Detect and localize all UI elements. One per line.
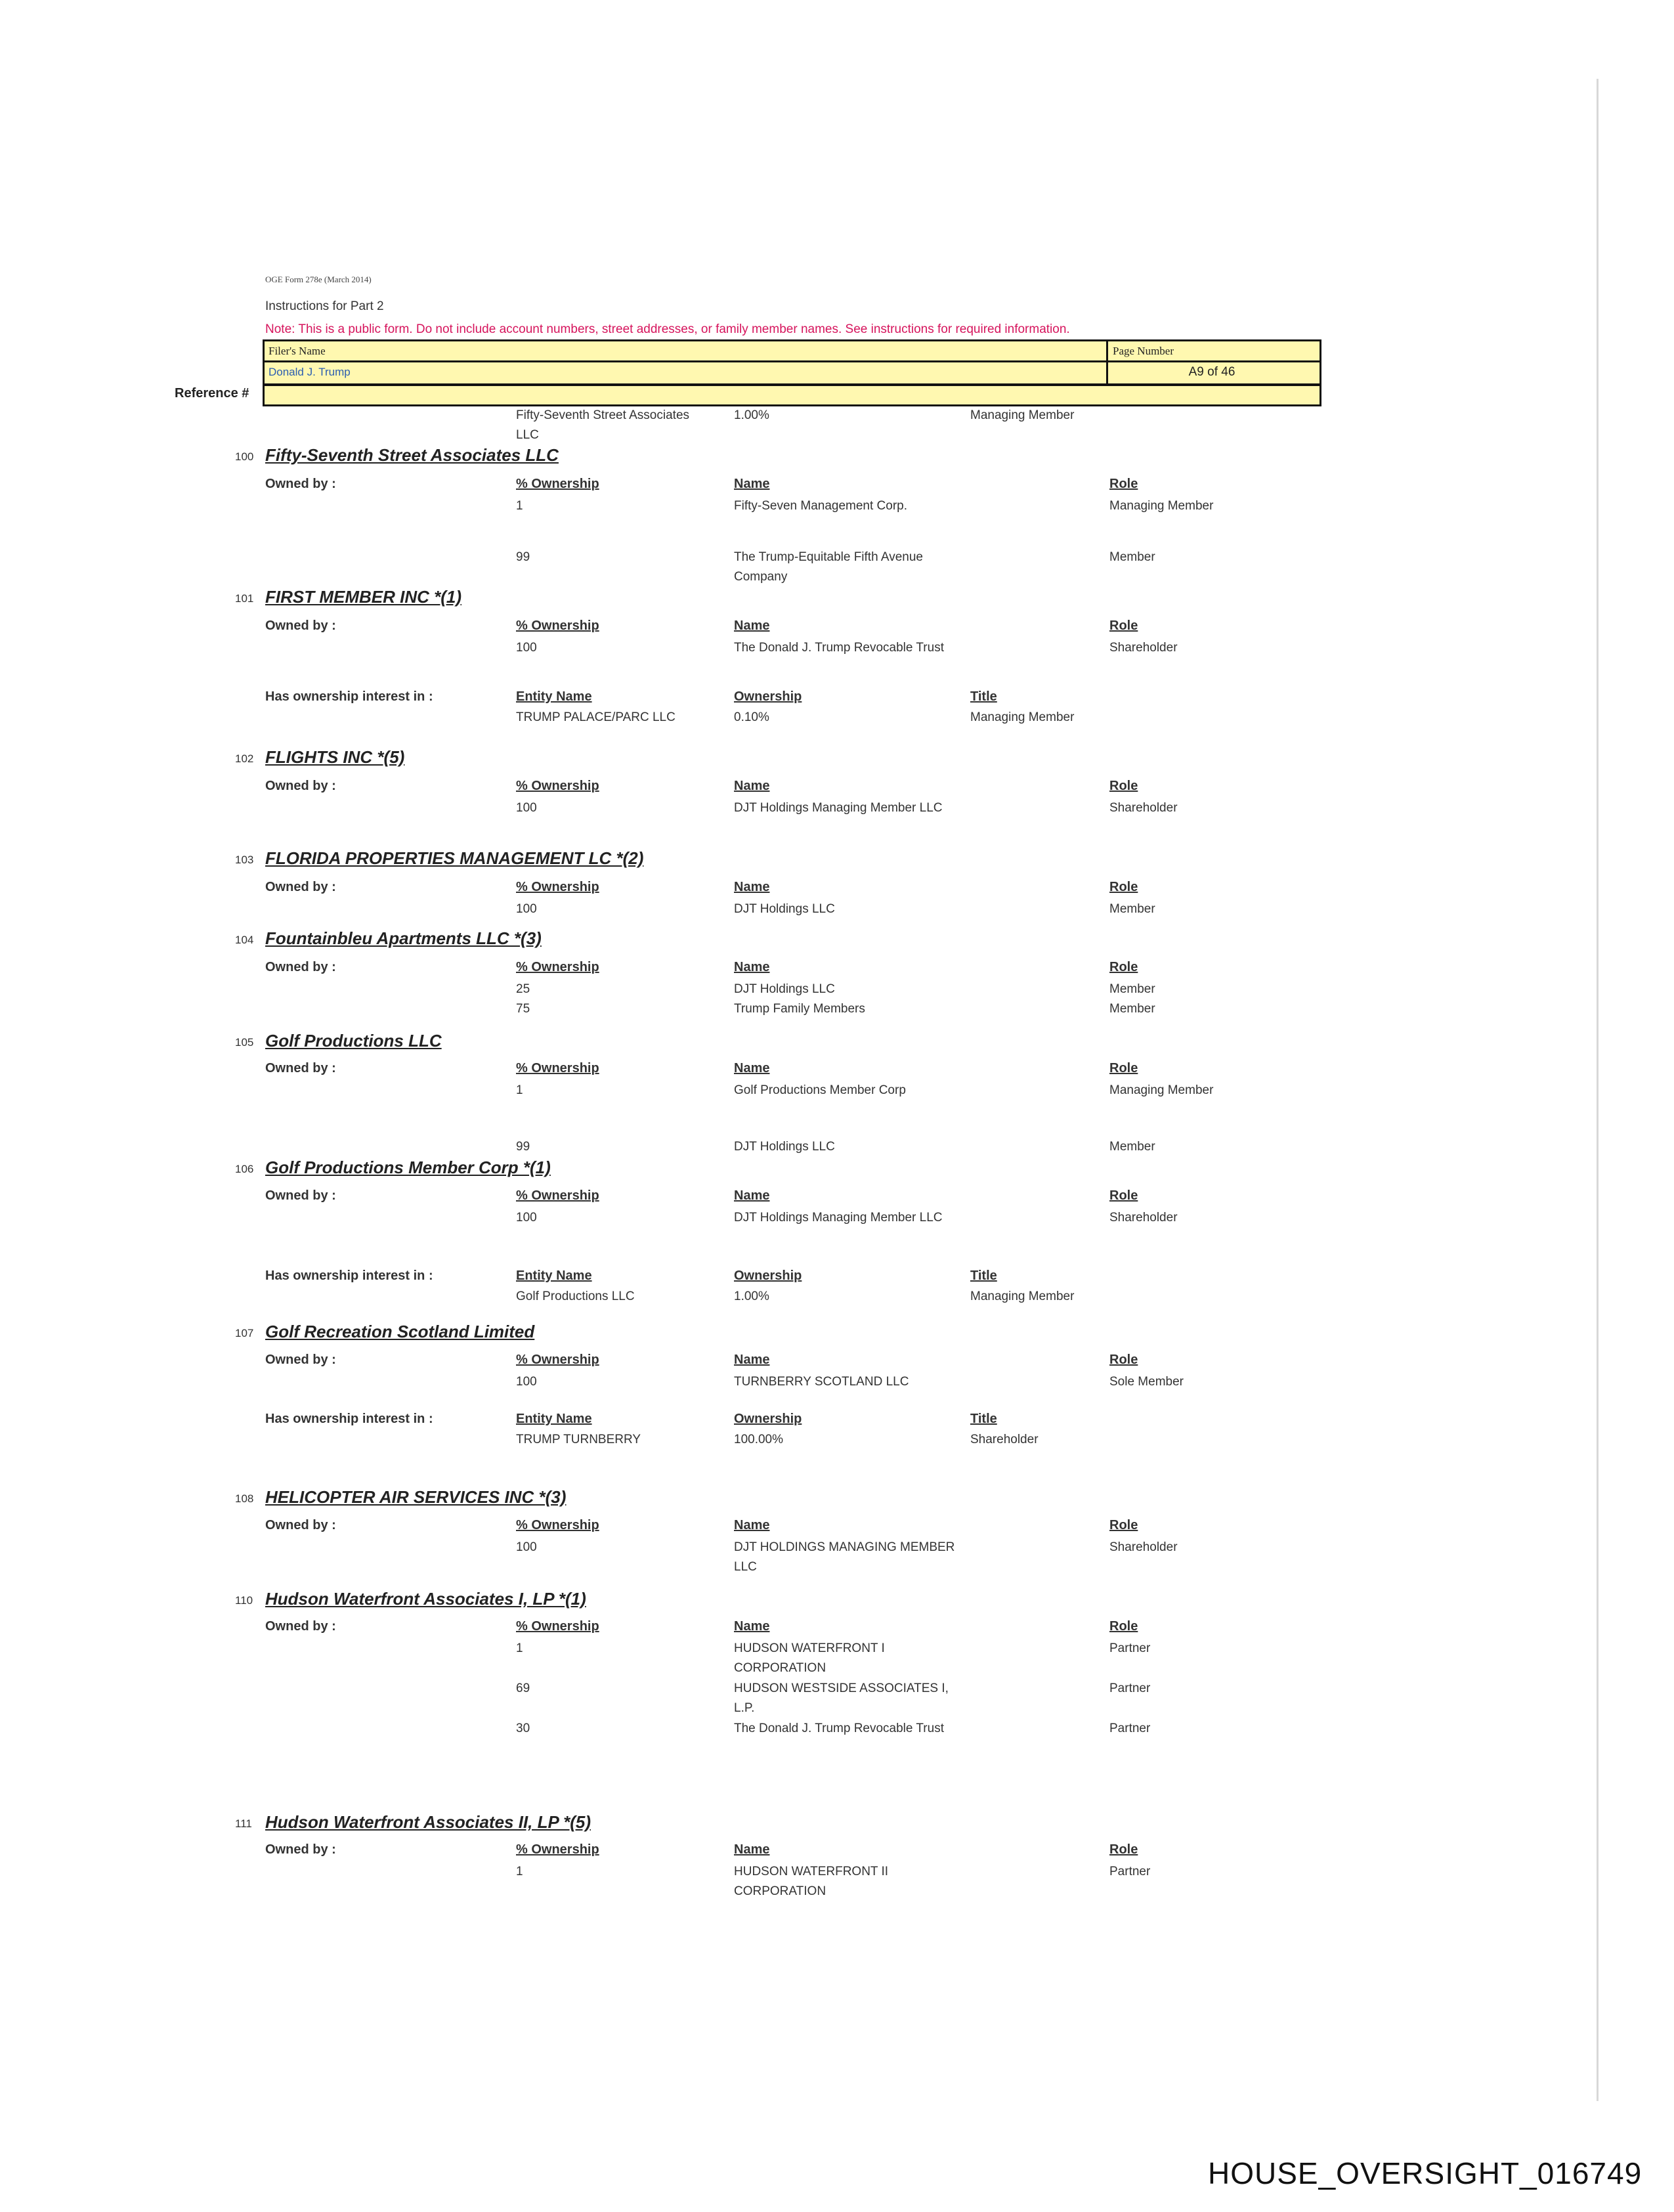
form-id: OGE Form 278e (March 2014) <box>265 274 372 284</box>
owner-percent: 25 <box>516 982 530 996</box>
owner-role: Managing Member <box>1109 499 1214 513</box>
entity-name-header: Entity Name <box>516 689 592 704</box>
pct-ownership-header: % Ownership <box>516 618 599 633</box>
interest-entity: TRUMP PALACE/PARC LLC <box>516 710 676 724</box>
owner-role: Partner <box>1109 1681 1151 1695</box>
owned-by-label: Owned by : <box>265 1353 336 1367</box>
section-number: 102 <box>235 752 254 765</box>
owner-name: TURNBERRY SCOTLAND LLC <box>734 1375 909 1389</box>
owner-role: Partner <box>1109 1722 1151 1735</box>
name-header: Name <box>734 477 770 491</box>
owner-name: HUDSON WESTSIDE ASSOCIATES I, L.P. <box>734 1681 949 1715</box>
owned-by-label: Owned by : <box>265 1061 336 1075</box>
owner-role: Shareholder <box>1109 801 1178 815</box>
title-header: Title <box>970 1412 997 1426</box>
owner-percent: 99 <box>516 550 530 564</box>
name-header: Name <box>734 1518 770 1532</box>
carryover-entity: Fifty-Seventh Street Associates LLC <box>516 408 690 442</box>
owner-name: The Trump-Equitable Fifth Avenue Company <box>734 550 923 584</box>
bates-number: HOUSE_OVERSIGHT_016749 <box>1208 2156 1642 2190</box>
pct-ownership-header: % Ownership <box>516 779 599 793</box>
pct-ownership-header: % Ownership <box>516 960 599 974</box>
section-title: Fountainbleu Apartments LLC *(3) <box>265 928 542 948</box>
instructions: Instructions for Part 2 <box>265 299 384 313</box>
owner-role: Member <box>1109 1002 1155 1016</box>
role-header: Role <box>1109 1842 1138 1857</box>
owned-by-label: Owned by : <box>265 779 336 793</box>
owner-role: Member <box>1109 1140 1155 1154</box>
section-number: 108 <box>235 1492 254 1505</box>
interest-ownership: 100.00% <box>734 1433 784 1446</box>
filer-name: Donald J. Trump <box>268 366 351 378</box>
owner-percent: 1 <box>516 1083 523 1097</box>
owner-role: Shareholder <box>1109 641 1178 655</box>
role-header: Role <box>1109 960 1138 974</box>
interest-title: Managing Member <box>970 710 1075 724</box>
owner-percent: 1 <box>516 499 523 513</box>
owner-name: The Donald J. Trump Revocable Trust <box>734 1722 944 1735</box>
section-title: Hudson Waterfront Associates I, LP *(1) <box>265 1589 586 1609</box>
owner-name: DJT Holdings LLC <box>734 982 835 996</box>
interest-title: Shareholder <box>970 1433 1039 1446</box>
title-header: Title <box>970 689 997 704</box>
section-number: 103 <box>235 854 254 866</box>
owner-name: The Donald J. Trump Revocable Trust <box>734 641 944 655</box>
section-title: FLORIDA PROPERTIES MANAGEMENT LC *(2) <box>265 848 644 868</box>
name-header: Name <box>734 1353 770 1367</box>
owner-role: Managing Member <box>1109 1083 1214 1097</box>
owner-name: DJT Holdings LLC <box>734 1140 835 1154</box>
interest-entity: TRUMP TURNBERRY <box>516 1433 641 1446</box>
owner-percent: 1 <box>516 1641 523 1655</box>
role-header: Role <box>1109 779 1138 793</box>
owned-by-label: Owned by : <box>265 880 336 894</box>
section-number: 105 <box>235 1036 254 1049</box>
has-interest-label: Has ownership interest in : <box>265 1412 433 1426</box>
pct-ownership-header: % Ownership <box>516 1518 599 1532</box>
owner-percent: 100 <box>516 1540 537 1554</box>
section-number: 110 <box>235 1594 253 1607</box>
section-title: Hudson Waterfront Associates II, LP *(5) <box>265 1812 591 1832</box>
owner-name: Golf Productions Member Corp <box>734 1083 906 1097</box>
section-number: 100 <box>235 450 254 463</box>
owner-name: DJT Holdings Managing Member LLC <box>734 801 943 815</box>
filer-header <box>263 339 1321 385</box>
reference-row <box>263 384 1321 406</box>
role-header: Role <box>1109 1188 1138 1203</box>
entity-name-header: Entity Name <box>516 1412 592 1426</box>
owned-by-label: Owned by : <box>265 477 336 491</box>
carryover-title: Managing Member <box>970 408 1075 422</box>
role-header: Role <box>1109 1518 1138 1532</box>
owner-name: DJT Holdings LLC <box>734 902 835 916</box>
pct-ownership-header: % Ownership <box>516 1188 599 1203</box>
owner-percent: 99 <box>516 1140 530 1154</box>
owner-percent: 100 <box>516 1375 537 1389</box>
owner-name: Trump Family Members <box>734 1002 865 1016</box>
name-header: Name <box>734 960 770 974</box>
page-number-label: Page Number <box>1113 345 1174 357</box>
ownership-header: Ownership <box>734 1412 802 1426</box>
owner-percent: 100 <box>516 641 537 655</box>
owner-percent: 1 <box>516 1865 523 1878</box>
owner-role: Shareholder <box>1109 1211 1178 1225</box>
role-header: Role <box>1109 1061 1138 1075</box>
name-header: Name <box>734 880 770 894</box>
has-interest-label: Has ownership interest in : <box>265 1269 433 1283</box>
owner-role: Member <box>1109 982 1155 996</box>
name-header: Name <box>734 1619 770 1634</box>
section-title: FLIGHTS INC *(5) <box>265 747 405 767</box>
name-header: Name <box>734 618 770 633</box>
name-header: Name <box>734 779 770 793</box>
title-header: Title <box>970 1269 997 1283</box>
interest-title: Managing Member <box>970 1290 1075 1303</box>
ownership-header: Ownership <box>734 1269 802 1283</box>
owner-name: Fifty-Seven Management Corp. <box>734 499 908 513</box>
section-number: 101 <box>235 592 254 605</box>
owner-name: HUDSON WATERFRONT I CORPORATION <box>734 1641 885 1675</box>
entity-name-header: Entity Name <box>516 1269 592 1283</box>
pct-ownership-header: % Ownership <box>516 1842 599 1857</box>
carryover-ownership: 1.00% <box>734 408 769 422</box>
role-header: Role <box>1109 618 1138 633</box>
owner-name: DJT HOLDINGS MANAGING MEMBER LLC <box>734 1540 955 1574</box>
ownership-header: Ownership <box>734 689 802 704</box>
reference-label: Reference # <box>175 386 249 401</box>
pct-ownership-header: % Ownership <box>516 1619 599 1634</box>
section-title: Golf Recreation Scotland Limited <box>265 1322 535 1341</box>
role-header: Role <box>1109 880 1138 894</box>
name-header: Name <box>734 1061 770 1075</box>
owner-role: Member <box>1109 902 1155 916</box>
role-header: Role <box>1109 1619 1138 1634</box>
owned-by-label: Owned by : <box>265 1842 336 1857</box>
pct-ownership-header: % Ownership <box>516 1061 599 1075</box>
owner-percent: 100 <box>516 801 537 815</box>
owner-name: DJT Holdings Managing Member LLC <box>734 1211 943 1225</box>
interest-entity: Golf Productions LLC <box>516 1290 635 1303</box>
owner-role: Member <box>1109 550 1155 564</box>
section-title: FIRST MEMBER INC *(1) <box>265 587 461 607</box>
owner-role: Sole Member <box>1109 1375 1184 1389</box>
owner-name: HUDSON WATERFRONT II CORPORATION <box>734 1865 889 1898</box>
pct-ownership-header: % Ownership <box>516 477 599 491</box>
owner-percent: 100 <box>516 902 537 916</box>
owner-percent: 30 <box>516 1722 530 1735</box>
section-number: 106 <box>235 1163 254 1175</box>
section-number: 111 <box>235 1817 252 1830</box>
owner-percent: 75 <box>516 1002 530 1016</box>
role-header: Role <box>1109 1353 1138 1367</box>
name-header: Name <box>734 1842 770 1857</box>
filer-label: Filer's Name <box>268 345 326 357</box>
owner-percent: 100 <box>516 1211 537 1225</box>
owner-role: Partner <box>1109 1641 1151 1655</box>
interest-ownership: 1.00% <box>734 1290 769 1303</box>
owned-by-label: Owned by : <box>265 1619 336 1634</box>
section-number: 104 <box>235 934 254 946</box>
owned-by-label: Owned by : <box>265 960 336 974</box>
interest-ownership: 0.10% <box>734 710 769 724</box>
role-header: Role <box>1109 477 1138 491</box>
section-number: 107 <box>235 1327 254 1339</box>
public-form-note: Note: This is a public form. Do not include account numbers, street addresses, or family member names. See instructions for required information. <box>265 322 1070 336</box>
pct-ownership-header: % Ownership <box>516 880 599 894</box>
owned-by-label: Owned by : <box>265 1518 336 1532</box>
section-title: Fifty-Seventh Street Associates LLC <box>265 445 559 465</box>
pct-ownership-header: % Ownership <box>516 1353 599 1367</box>
owner-role: Shareholder <box>1109 1540 1178 1554</box>
owner-percent: 69 <box>516 1681 530 1695</box>
scan-edge <box>1597 79 1599 2101</box>
owned-by-label: Owned by : <box>265 1188 336 1203</box>
owned-by-label: Owned by : <box>265 618 336 633</box>
section-title: Golf Productions LLC <box>265 1031 442 1051</box>
name-header: Name <box>734 1188 770 1203</box>
section-title: Golf Productions Member Corp *(1) <box>265 1158 551 1177</box>
section-title: HELICOPTER AIR SERVICES INC *(3) <box>265 1487 567 1507</box>
owner-role: Partner <box>1109 1865 1151 1878</box>
page-number: A9 of 46 <box>1188 365 1235 379</box>
has-interest-label: Has ownership interest in : <box>265 689 433 704</box>
